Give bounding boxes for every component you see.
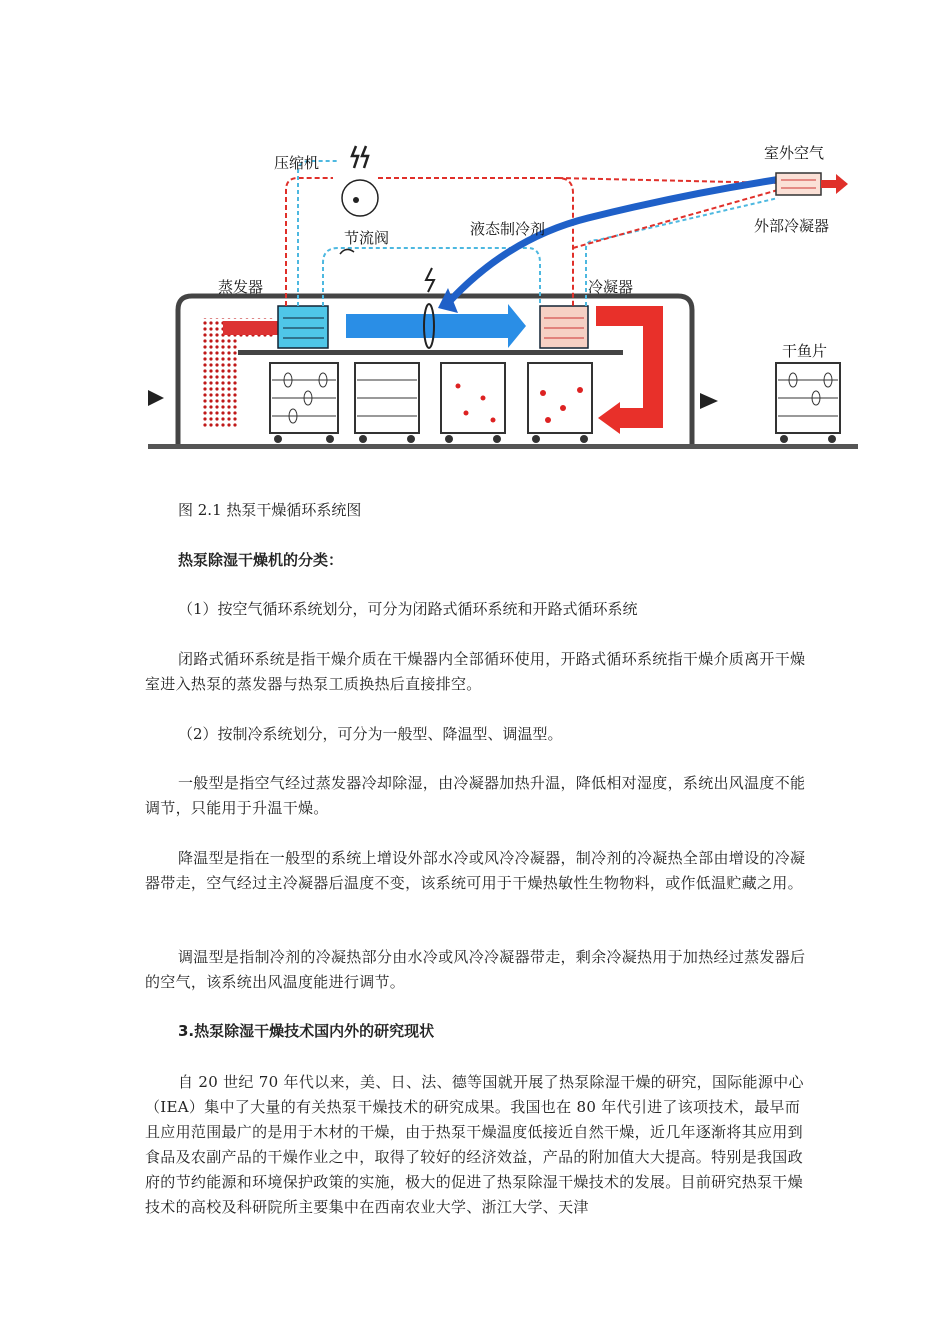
section-heading: 热泵除湿干燥机的分类： xyxy=(178,551,344,569)
hot-air-right xyxy=(596,316,653,418)
cold-air-arrow xyxy=(346,304,526,348)
exhaust-arrow xyxy=(821,174,848,194)
section-heading: 3.热泵除湿干燥技术国内外的研究现状 xyxy=(178,1022,435,1040)
paragraph: 一般型是指空气经过蒸发器冷却除湿，由冷凝器加热升温，降低相对湿度，系统出风温度不能调节，只能用于升温干燥。 xyxy=(145,774,806,817)
drying-cart-1 xyxy=(270,363,338,443)
throttle-valve-icon xyxy=(340,249,354,254)
power-icon xyxy=(352,146,368,168)
heat-pump-drying-diagram xyxy=(148,128,858,456)
dried-fish-cart xyxy=(776,363,840,443)
paragraph: 调温型是指制冷剂的冷凝热部分由水冷或风冷冷凝器带走，剩余冷凝热用于加热经过蒸发器后的空气，该系统出风温度能进行调节。 xyxy=(145,948,806,991)
condenser xyxy=(540,306,588,348)
label-evaporator: 蒸发器 xyxy=(218,278,264,296)
inlet-arrow-icon xyxy=(148,390,164,406)
label-external-condenser: 外部冷凝器 xyxy=(754,217,830,235)
paragraph: 自 20 世纪 70 年代以来，美、日、法、德等国就开展了热泵除湿干燥的研究，国际能源中心（IEA）集中了大量的有关热泵干燥技术的研究成果。我国也在 80 年代引进了该项技术，最早而且应用范围最广的是用于木材的干燥，由于热泵干燥温度低接近自然干燥，近几年逐渐将其应用到食品及农副产品的干燥作业之中，取得了较好的经济效益，产品的附加值大大提高。特别是我国政府的节约能源和环境保护政策的实施，极大的促进了热泵除湿干燥技术的发展。目前研究热泵干燥技术的高校及科研院所主要集中在西南农业大学、浙江大学、天津 xyxy=(145,1073,804,1216)
floor-line xyxy=(148,444,858,449)
list-item: （1）按空气循环系统划分，可分为闭路式循环系统和开路式循环系统 xyxy=(178,600,638,618)
label-outdoor-air: 室外空气 xyxy=(764,144,825,162)
figure-caption: 图 2.1 热泵干燥循环系统图 xyxy=(178,501,362,519)
label-throttle-valve: 节流阀 xyxy=(344,229,390,247)
drying-cart-4 xyxy=(528,363,592,443)
label-dried-fish: 干鱼片 xyxy=(782,342,828,360)
paragraph: 降温型是指在一般型的系统上增设外部水冷或风冷冷凝器，制冷剂的冷凝热全部由增设的冷凝器带走，空气经过主冷凝器后温度不变，该系统可用于干燥热敏性生物物料，或作低温贮藏之用。 xyxy=(145,849,806,892)
evaporator xyxy=(278,306,328,348)
list-item: （2）按制冷系统划分，可分为一般型、降温型、调温型。 xyxy=(178,725,563,743)
drying-cart-3 xyxy=(441,363,505,443)
label-liquid-refrigerant: 液态制冷剂 xyxy=(470,220,546,238)
power-icon xyxy=(426,268,434,292)
label-compressor: 压缩机 xyxy=(274,154,320,172)
outlet-arrow-icon xyxy=(700,393,718,409)
compressor xyxy=(342,180,378,216)
paragraph: 闭路式循环系统是指干燥介质在干燥器内全部循环使用，开路式循环系统指干燥介质离开干燥室进入热泵的蒸发器与热泵工质换热后直接排空。 xyxy=(145,650,806,693)
shelf xyxy=(238,350,623,355)
drying-cart-2 xyxy=(355,363,419,443)
external-condenser xyxy=(776,173,821,195)
label-condenser: 冷凝器 xyxy=(588,278,634,296)
